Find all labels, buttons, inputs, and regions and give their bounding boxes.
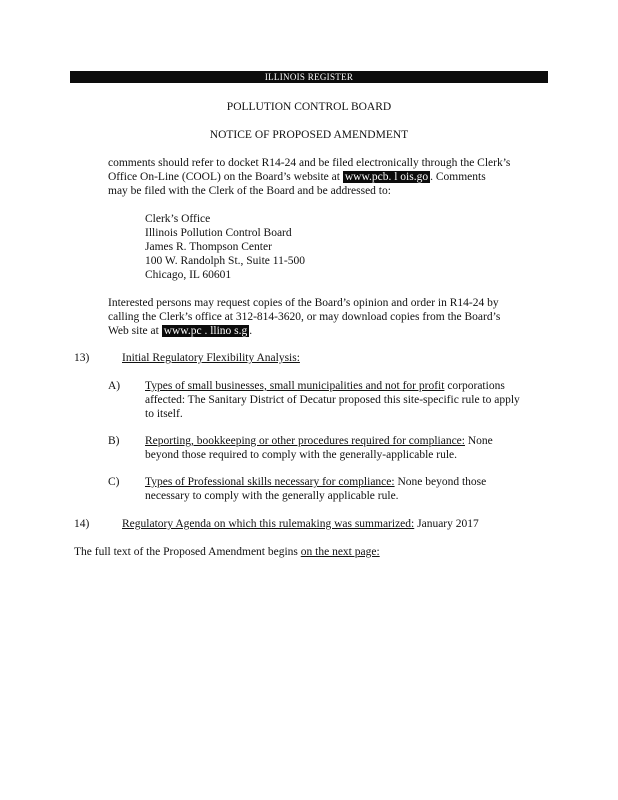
- copies-line-2: calling the Clerk’s office at 312-814-3620, or may download copies from the Board’s: [108, 311, 501, 323]
- item-13b-rest: None: [464, 435, 493, 447]
- register-banner: ILLINOIS REGISTER: [70, 71, 548, 83]
- item-13a-rest: corporations: [444, 380, 505, 392]
- item-13-heading: Initial Regulatory Flexibility Analysis:: [122, 352, 300, 364]
- comments-line-2-text: Office On-Line (COOL) on the Board’s website at: [108, 171, 343, 183]
- item-13a-line-3: to itself.: [145, 408, 183, 420]
- copies-line-1: Interested persons may request copies of the Board’s opinion and order in R14-24 by: [108, 297, 499, 309]
- closing-text: The full text of the Proposed Amendment begins: [74, 546, 301, 558]
- address-line: Chicago, IL 60601: [145, 269, 232, 281]
- comments-line-2: [108, 170, 538, 184]
- address-line: 100 W. Randolph St., Suite 11-500: [145, 255, 305, 267]
- comments-line-3: may be filed with the Clerk of the Board and be addressed to:: [108, 185, 391, 197]
- item-13a-text: [145, 379, 537, 421]
- comments-line-2-end: . Comments: [430, 171, 486, 183]
- item-13c-letter: C): [108, 476, 120, 488]
- item-13c-line-2: necessary to comply with the generally applicable rule.: [145, 490, 399, 502]
- board-website-link[interactable]: www.pcb. l ois.go: [344, 171, 429, 183]
- item-14-number: 14): [74, 518, 90, 530]
- copies-paragraph: [108, 296, 538, 338]
- item-14-rest: January 2017: [414, 518, 479, 530]
- item-13c-rest: None beyond those: [394, 476, 487, 488]
- clerk-address: [145, 212, 525, 282]
- comments-paragraph: [108, 156, 538, 198]
- copies-line-3-end: .: [249, 325, 253, 337]
- item-13b-line-2: beyond those required to comply with the generally-applicable rule.: [145, 449, 457, 461]
- item-13b-letter: B): [108, 435, 120, 447]
- address-line: Illinois Pollution Control Board: [145, 227, 292, 239]
- address-line: James R. Thompson Center: [145, 241, 272, 253]
- item-13c-text: [145, 475, 537, 503]
- notice-title: NOTICE OF PROPOSED AMENDMENT: [209, 129, 409, 141]
- item-14-heading: Regulatory Agenda on which this rulemaking was summarized:: [122, 518, 415, 530]
- closing-underlined: on the next page:: [300, 546, 380, 558]
- board-website-link-2[interactable]: www.pc . llino s.g: [163, 325, 248, 337]
- copies-line-3: [108, 324, 538, 338]
- item-13b-heading: Reporting, bookkeeping or other procedures required for compliance:: [145, 435, 465, 447]
- closing-line: [74, 545, 534, 559]
- item-13a-heading: Types of small businesses, small municipalities and not for profit: [145, 380, 445, 392]
- comments-line-1: comments should refer to docket R14-24 and be filed electronically through the Clerk’s: [108, 157, 511, 169]
- board-title: POLLUTION CONTROL BOARD: [226, 101, 392, 113]
- item-13-number: 13): [74, 352, 90, 364]
- item-13c-heading: Types of Professional skills necessary for compliance:: [145, 476, 395, 488]
- item-13a-line-2: affected: The Sanitary District of Decatur proposed this site-specific rule to apply: [145, 394, 520, 406]
- copies-line-3-text: Web site at: [108, 325, 162, 337]
- item-14-text: [122, 517, 479, 531]
- item-13a-letter: A): [108, 380, 121, 392]
- address-line: Clerk’s Office: [145, 213, 211, 225]
- item-13b-text: [145, 434, 537, 462]
